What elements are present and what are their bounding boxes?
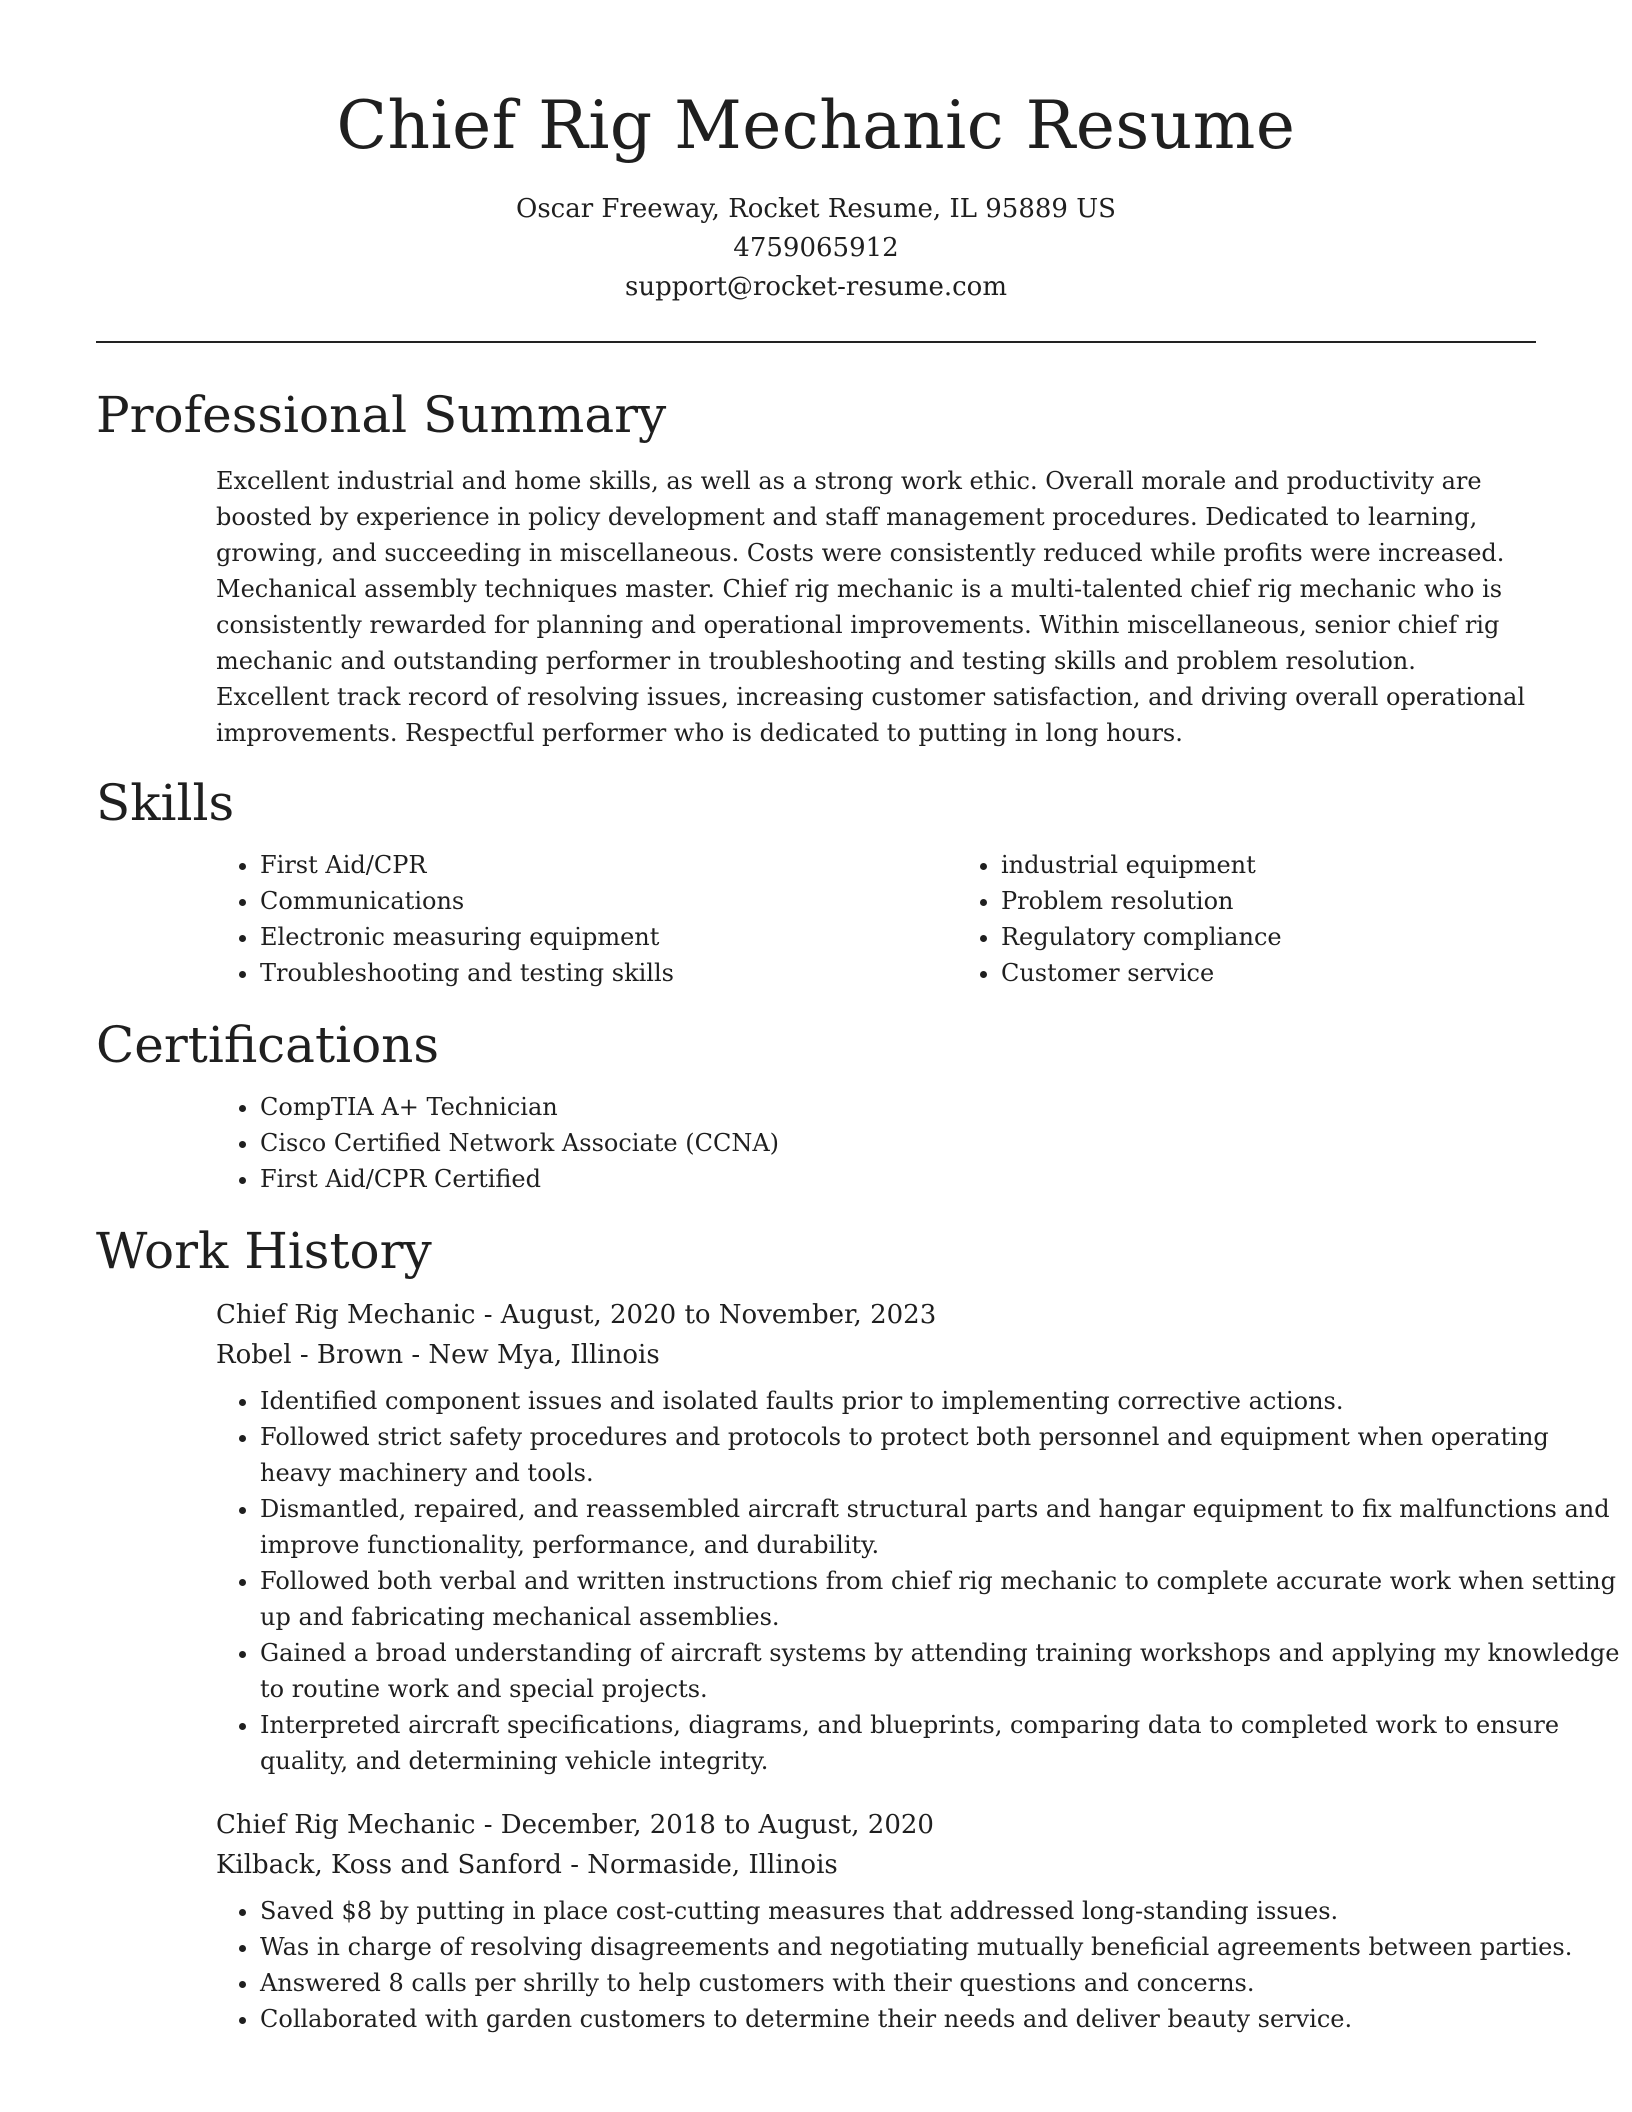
job-bullet: • Answered 8 calls per shrilly to help customers with their questions and concerns. [260, 1965, 1620, 2001]
certifications-heading: Certifications [96, 1016, 440, 1074]
job-bullets [96, 1893, 1620, 2037]
skills-grid [96, 847, 1536, 991]
skill-item: • Electronic measuring equipment [260, 919, 881, 955]
job-entry [96, 1295, 1620, 1779]
skill-item: • industrial equipment [1001, 847, 1536, 883]
resume-title: Chief Rig Mechanic Resume [336, 87, 1296, 164]
job-employer-location: Kilback, Koss and Sanford - Normaside, Illinois [216, 1850, 838, 1880]
skill-item: • Communications [260, 883, 881, 919]
summary-text: Excellent industrial and home skills, as well as a strong work ethic. Overall morale and productivity are boosted by experience in policy development and staff management procedures. Dedicated to learning, growing, and succeeding in miscellaneous. Costs were consistently reduced while profits were increased. Mechanical assembly techniques master. Chief rig mechanic is a multi-talented chief rig mechanic who is consistently rewarded for planning and operational improvements. Within miscellaneous, senior chief rig mechanic and outstanding performer in troubleshooting and testing skills and problem resolution. Excellent track record of resolving issues, increasing customer satisfaction, and driving overall operational improvements. Respectful performer who is dedicated to putting in long hours. [216, 467, 1526, 747]
job-title-dates: Chief Rig Mechanic - August, 2020 to November, 2023 [216, 1300, 937, 1330]
job-bullet: • Identified component issues and isolated faults prior to implementing corrective actions. [260, 1383, 1620, 1419]
work-history-section [96, 1219, 1620, 2037]
job-bullet: • Followed strict safety procedures and protocols to protect both personnel and equipment when operating heavy machinery and tools. [260, 1419, 1620, 1491]
summary-heading: Professional Summary [96, 386, 667, 444]
skills-list-left [96, 847, 881, 991]
job-bullet: • Gained a broad understanding of aircraft systems by attending training workshops and applying my knowledge to routine work and special projects. [260, 1635, 1620, 1707]
skill-item: • Customer service [1001, 955, 1536, 991]
contact-address: Oscar Freeway, Rocket Resume, IL 95889 US [516, 194, 1116, 224]
certification-item: • First Aid/CPR Certified [260, 1161, 1536, 1197]
skills-section [96, 771, 1536, 991]
job-bullet: • Saved $8 by putting in place cost-cutting measures that addressed long-standing issues. [260, 1893, 1620, 1929]
job-bullet: • Interpreted aircraft specifications, diagrams, and blueprints, comparing data to completed work to ensure quality, and determining vehicle integrity. [260, 1707, 1620, 1779]
skills-heading: Skills [96, 774, 235, 832]
job-bullet: • Was in charge of resolving disagreements and negotiating mutually beneficial agreements between parties. [260, 1929, 1620, 1965]
certifications-section [96, 1013, 1536, 1197]
contact-block [96, 190, 1536, 307]
certifications-list [96, 1089, 1536, 1197]
skill-item: • Problem resolution [1001, 883, 1536, 919]
job-title-dates: Chief Rig Mechanic - December, 2018 to August, 2020 [216, 1810, 934, 1840]
summary-section [96, 383, 1536, 751]
contact-email: support@rocket-resume.com [624, 272, 1007, 302]
skill-item: • Regulatory compliance [1001, 919, 1536, 955]
skill-item: • Troubleshooting and testing skills [260, 955, 881, 991]
resume-page [96, 0, 1620, 2037]
job-bullet: • Collaborated with garden customers to determine their needs and deliver beauty service. [260, 2001, 1620, 2037]
job-bullets [96, 1383, 1620, 1779]
header-divider [96, 341, 1536, 343]
job-bullet: • Dismantled, repaired, and reassembled aircraft structural parts and hangar equipment to fix malfunctions and improve functionality, performance, and durability. [260, 1491, 1620, 1563]
contact-phone: 4759065912 [733, 233, 899, 263]
skill-item: • First Aid/CPR [260, 847, 881, 883]
work-history-heading: Work History [96, 1222, 432, 1280]
job-bullet: • Followed both verbal and written instructions from chief rig mechanic to complete accurate work when setting up and fabricating mechanical assemblies. [260, 1563, 1620, 1635]
job-entry [96, 1805, 1573, 2037]
certification-item: • Cisco Certified Network Associate (CCNA) [260, 1125, 1536, 1161]
certification-item: • CompTIA A+ Technician [260, 1089, 1536, 1125]
job-employer-location: Robel - Brown - New Mya, Illinois [216, 1340, 660, 1370]
skills-list-right [881, 847, 1536, 991]
